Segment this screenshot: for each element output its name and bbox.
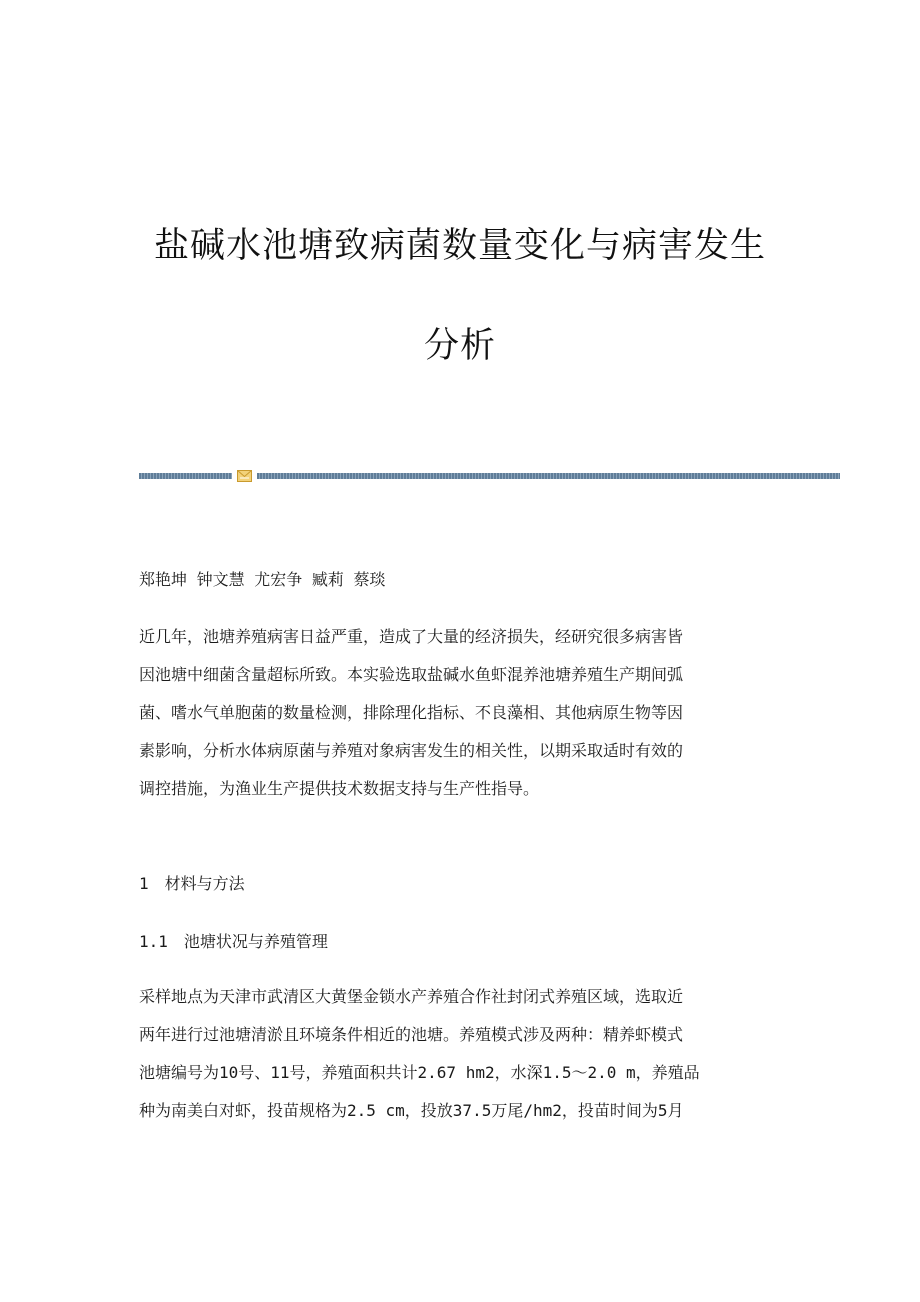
abstract-line: 调控措施，为渔业生产提供技术数据支持与生产性指导。 <box>139 779 540 798</box>
page-title-line-2: 分析 <box>423 326 496 366</box>
abstract-line: 菌、嗜水气单胞菌的数量检测，排除理化指标、不良藻相、其他病原生物等因 <box>139 703 684 722</box>
body-line: 两年进行过池塘清淤且环境条件相近的池塘。养殖模式涉及两种：精养虾模式 <box>139 1025 684 1044</box>
divider-bar-left <box>139 473 232 479</box>
abstract-line: 因池塘中细菌含量超标所致。本实验选取盐碱水鱼虾混养池塘养殖生产期间弧 <box>139 665 684 684</box>
abstract-line: 素影响，分析水体病原菌与养殖对象病害发生的相关性，以期采取适时有效的 <box>139 741 684 760</box>
body-paragraph <box>139 978 779 1130</box>
section-heading-1: 1 材料与方法 <box>139 874 245 893</box>
abstract-paragraph <box>139 618 779 808</box>
body-line: 采样地点为天津市武清区大黄堡金锁水产养殖合作社封闭式养殖区域，选取近 <box>139 987 684 1006</box>
page-title-line-1: 盐碱水池塘致病菌数量变化与病害发生 <box>153 226 766 266</box>
envelope-icon <box>237 470 252 482</box>
abstract-line: 近几年，池塘养殖病害日益严重，造成了大量的经济损失，经研究很多病害皆 <box>139 627 684 646</box>
section-heading-1-1: 1.1 池塘状况与养殖管理 <box>139 932 328 951</box>
author-list: 郑艳坤 钟文慧 尤宏争 臧莉 蔡琰 <box>139 570 386 589</box>
title-divider <box>139 470 840 482</box>
body-line: 池塘编号为10号、11号，养殖面积共计2.67 hm2，水深1.5～2.0 m，养殖品 <box>139 1063 700 1082</box>
body-line: 种为南美白对虾，投苗规格为2.5 cm，投放37.5万尾/hm2，投苗时间为5月 <box>139 1101 684 1120</box>
divider-bar-right <box>257 473 840 479</box>
